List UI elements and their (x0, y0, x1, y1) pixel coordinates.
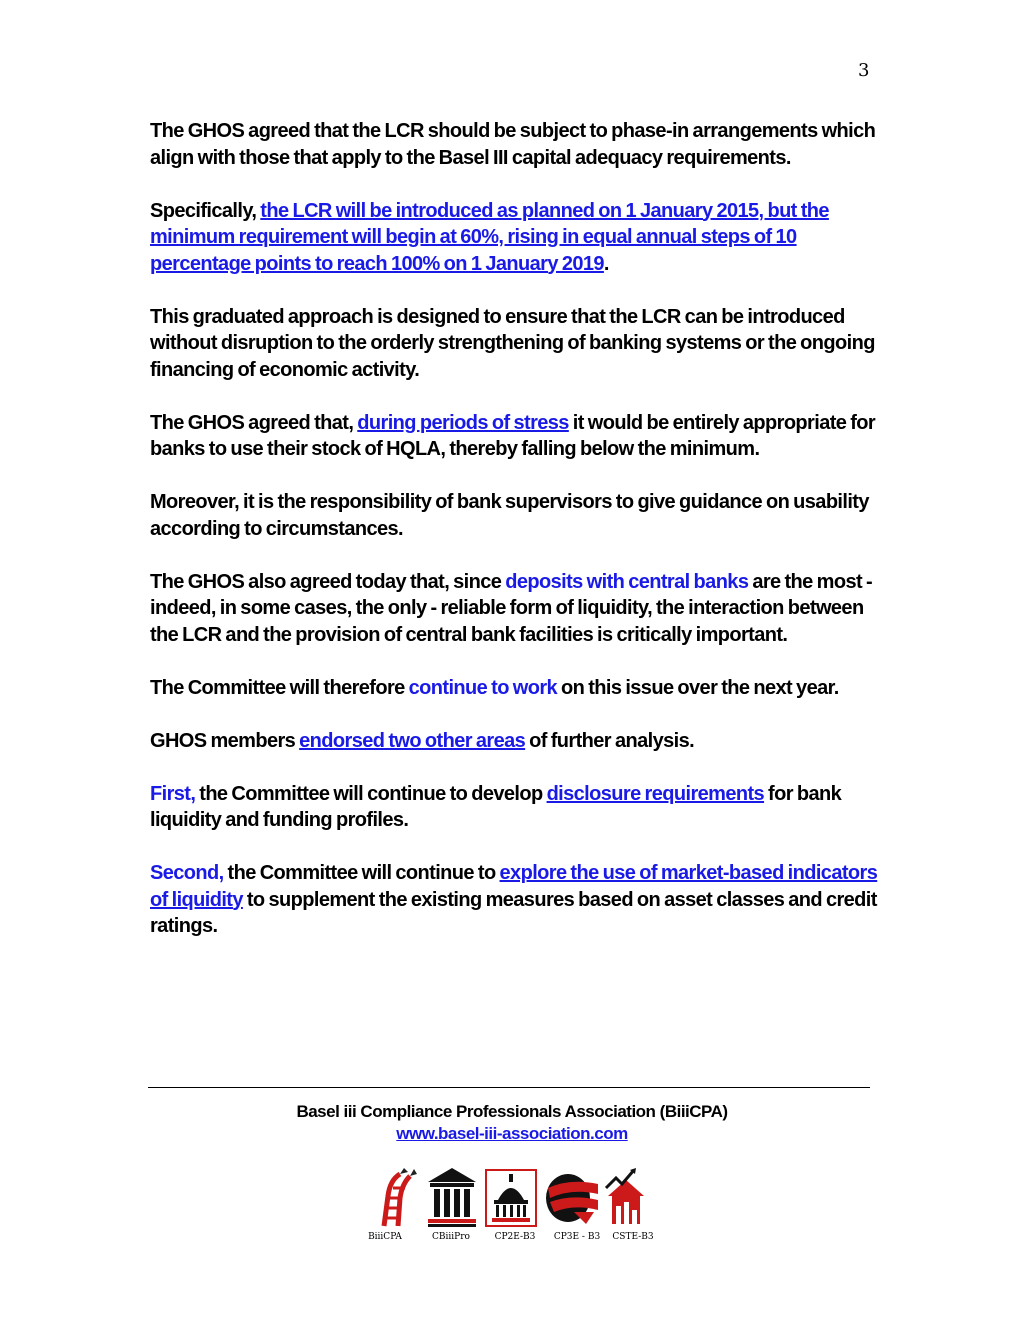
paragraph-graduated-approach (150, 304, 880, 384)
footer-divider (148, 1087, 870, 1088)
logo-caption-cbiiipro: CBiiiPro (432, 1232, 470, 1242)
paragraph-specifically (150, 198, 880, 278)
logo-caption-biiicpa: BiiiCPA (368, 1232, 402, 1242)
paragraph-text: This graduated approach is designed to ensure that the LCR can be introduced without disruption to the orderly strengthening of banking systems or the ongoing financing of economic activity. (150, 305, 875, 381)
paragraph-phase-in (150, 118, 880, 171)
continue-to-work-highlight: continue to work (408, 676, 558, 699)
other-areas-link[interactable]: endorsed two other areas (299, 729, 526, 752)
association-website-link[interactable]: www.basel-iii-association.com (396, 1124, 628, 1143)
lcr-timeline-link[interactable]: the LCR will be introduced as planned on 1 January 2015, but the minimum requirement will begin at 60%, rising in equal annual steps of 10 percentage points to reach 100% on 1 January 2019 (150, 199, 829, 275)
paragraph-text: Moreover, it is the responsibility of bank supervisors to give guidance on usability according to circumstances. (150, 491, 869, 540)
paragraph-text: GHOS members (150, 729, 300, 752)
paragraph-text: it would be entirely appropriate for banks to use their stock of HQLA, thereby falling below the minimum. (150, 411, 876, 460)
logo-caption-cp3e: CP3E - B3 (553, 1232, 601, 1242)
market-indicators-link[interactable]: explore the use of market-based indicators of liquidity (150, 862, 878, 911)
capitol-dome-logo-icon (484, 1166, 540, 1228)
paragraph-continue-work (150, 675, 880, 702)
paragraph-second (150, 860, 880, 940)
paragraph-first (150, 781, 880, 834)
paragraph-text: the Committee will continue to (223, 862, 500, 884)
disclosure-requirements-link[interactable]: disclosure requirements (546, 782, 765, 805)
paragraph-text: for bank liquidity and funding profiles. (150, 782, 842, 831)
ladder-logo-icon (374, 1166, 418, 1228)
paragraph-text: Specifically, (150, 199, 261, 222)
periods-of-stress-link[interactable]: during periods of stress (357, 411, 569, 434)
bank-columns-logo-icon (426, 1166, 478, 1228)
second-highlight: Second, (150, 862, 224, 884)
paragraph-text: on this issue over the next year. (557, 676, 839, 699)
paragraph-text: . (603, 252, 609, 275)
paragraph-other-areas (150, 728, 880, 755)
paragraph-text: the Committee will continue to develop (195, 782, 547, 805)
page-number: 3 (858, 60, 870, 81)
red-swoosh-logo-icon (544, 1166, 600, 1228)
paragraph-text: to supplement the existing measures based on asset classes and credit ratings. (150, 888, 877, 937)
logo-caption-cste: CSTE-B3 (612, 1232, 654, 1242)
footer-url-container (0, 1124, 1024, 1144)
paragraph-supervisors (150, 489, 880, 542)
paragraph-text: The GHOS also agreed today that, since (150, 570, 506, 593)
paragraph-text: The GHOS agreed that the LCR should be subject to phase-in arrangements which align with those that apply to the Basel III capital adequacy requirements. (150, 120, 876, 169)
body-text (150, 118, 880, 966)
central-banks-highlight: deposits with central banks (505, 570, 749, 593)
paragraph-text: of further analysis. (525, 729, 695, 752)
first-highlight: First, (150, 782, 196, 805)
paragraph-text: are the most - indeed, in some cases, the only - reliable form of liquidity, the interaction between the LCR and the provision of central bank facilities is critically important. (150, 570, 873, 646)
logo-caption-cp2e: CP2E-B3 (494, 1232, 536, 1242)
paragraph-central-banks (150, 569, 880, 649)
footer-organization: Basel iii Compliance Professionals Association (BiiiCPA) (296, 1102, 728, 1121)
paragraph-text: The Committee will therefore (150, 676, 409, 699)
paragraph-text: The GHOS agreed that, (150, 411, 358, 434)
house-chart-logo-icon (604, 1166, 648, 1228)
paragraph-stress (150, 410, 880, 463)
